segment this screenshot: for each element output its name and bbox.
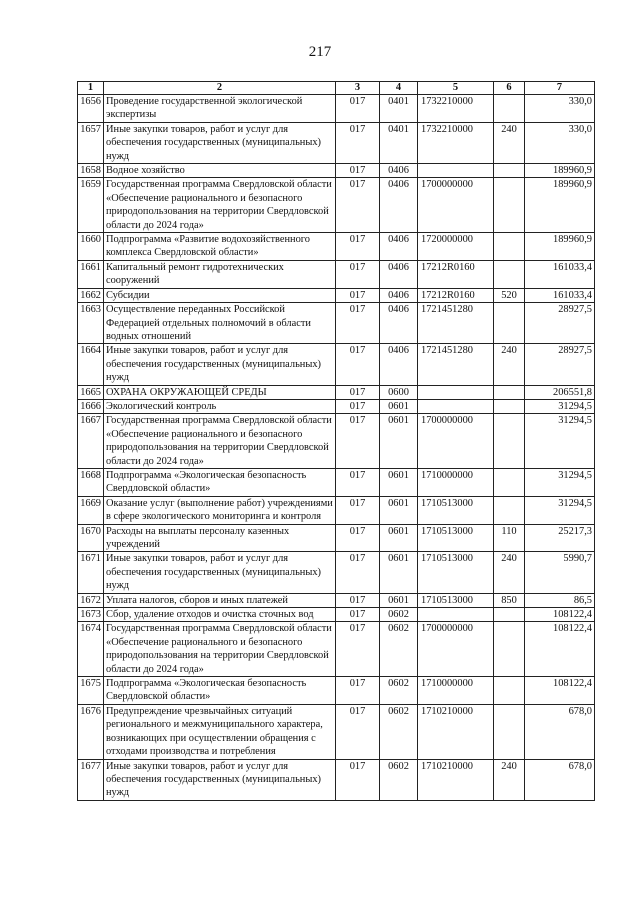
row-name: Государственная программа Свердловской области «Обеспечение рационального и безопасного природопользования на территории Свердловской области до 2024 года» <box>104 622 336 677</box>
row-amount: 108122,4 <box>525 608 595 622</box>
row-amount: 161033,4 <box>525 288 595 302</box>
row-ministry-code: 017 <box>336 524 380 552</box>
table-row <box>78 622 595 677</box>
row-amount: 31294,5 <box>525 414 595 469</box>
row-number: 1662 <box>78 288 104 302</box>
row-target-code: 1700000000 <box>418 178 494 233</box>
table-row <box>78 704 595 759</box>
column-header-4: 4 <box>380 82 418 95</box>
row-section-code: 0406 <box>380 344 418 385</box>
row-target-code <box>418 385 494 399</box>
row-expense-type <box>494 95 525 123</box>
row-expense-type <box>494 233 525 261</box>
row-number: 1659 <box>78 178 104 233</box>
row-number: 1670 <box>78 524 104 552</box>
row-number: 1675 <box>78 677 104 705</box>
row-section-code: 0406 <box>380 164 418 178</box>
row-amount: 31294,5 <box>525 496 595 524</box>
row-target-code: 17212R0160 <box>418 260 494 288</box>
row-target-code: 1700000000 <box>418 414 494 469</box>
row-section-code: 0406 <box>380 288 418 302</box>
row-name: Подпрограмма «Развитие водохозяйственного комплекса Свердловской области» <box>104 233 336 261</box>
row-expense-type <box>494 496 525 524</box>
row-number: 1672 <box>78 593 104 607</box>
table-row <box>78 178 595 233</box>
column-header-3: 3 <box>336 82 380 95</box>
row-section-code: 0406 <box>380 178 418 233</box>
table-row <box>78 608 595 622</box>
row-name: Подпрограмма «Экологическая безопасность Свердловской области» <box>104 677 336 705</box>
column-header-row <box>78 82 595 95</box>
row-ministry-code: 017 <box>336 677 380 705</box>
table-row <box>78 552 595 593</box>
row-number: 1663 <box>78 303 104 344</box>
row-expense-type <box>494 468 525 496</box>
row-name: Иные закупки товаров, работ и услуг для обеспечения государственных (муниципальных) нужд <box>104 122 336 163</box>
row-amount: 189960,9 <box>525 164 595 178</box>
row-section-code: 0602 <box>380 704 418 759</box>
table-row <box>78 399 595 413</box>
row-amount: 189960,9 <box>525 178 595 233</box>
column-header-1: 1 <box>78 82 104 95</box>
row-amount: 678,0 <box>525 759 595 800</box>
row-section-code: 0600 <box>380 385 418 399</box>
row-expense-type <box>494 178 525 233</box>
page-number: 217 <box>308 44 332 60</box>
row-number: 1665 <box>78 385 104 399</box>
row-amount: 108122,4 <box>525 622 595 677</box>
row-amount: 31294,5 <box>525 399 595 413</box>
row-amount: 108122,4 <box>525 677 595 705</box>
row-ministry-code: 017 <box>336 414 380 469</box>
row-target-code: 1721451280 <box>418 303 494 344</box>
row-ministry-code: 017 <box>336 704 380 759</box>
row-amount: 330,0 <box>525 122 595 163</box>
row-number: 1669 <box>78 496 104 524</box>
row-expense-type: 110 <box>494 524 525 552</box>
row-name: Государственная программа Свердловской области «Обеспечение рационального и безопасного природопользования на территории Свердловской области до 2024 года» <box>104 414 336 469</box>
row-ministry-code: 017 <box>336 95 380 123</box>
row-section-code: 0406 <box>380 260 418 288</box>
row-amount: 678,0 <box>525 704 595 759</box>
row-ministry-code: 017 <box>336 178 380 233</box>
row-number: 1676 <box>78 704 104 759</box>
table-row <box>78 344 595 385</box>
row-section-code: 0602 <box>380 677 418 705</box>
row-ministry-code: 017 <box>336 260 380 288</box>
table-row <box>78 414 595 469</box>
row-target-code: 1710000000 <box>418 677 494 705</box>
row-amount: 330,0 <box>525 95 595 123</box>
row-expense-type <box>494 385 525 399</box>
row-number: 1660 <box>78 233 104 261</box>
row-section-code: 0602 <box>380 759 418 800</box>
row-ministry-code: 017 <box>336 759 380 800</box>
row-expense-type: 850 <box>494 593 525 607</box>
row-number: 1667 <box>78 414 104 469</box>
row-name: Предупреждение чрезвычайных ситуаций регионального и межмуниципального характера, возникающих при осуществлении обращения с отходами производства и потребления <box>104 704 336 759</box>
row-expense-type: 240 <box>494 552 525 593</box>
table-row <box>78 385 595 399</box>
row-number: 1671 <box>78 552 104 593</box>
row-ministry-code: 017 <box>336 496 380 524</box>
row-ministry-code: 017 <box>336 344 380 385</box>
row-ministry-code: 017 <box>336 593 380 607</box>
row-target-code: 1710513000 <box>418 524 494 552</box>
row-number: 1666 <box>78 399 104 413</box>
table-row <box>78 122 595 163</box>
table-row <box>78 164 595 178</box>
row-section-code: 0406 <box>380 303 418 344</box>
column-header-6: 6 <box>494 82 525 95</box>
table-row <box>78 677 595 705</box>
row-target-code <box>418 164 494 178</box>
row-name: ОХРАНА ОКРУЖАЮЩЕЙ СРЕДЫ <box>104 385 336 399</box>
row-section-code: 0601 <box>380 524 418 552</box>
row-name: Капитальный ремонт гидротехнических сооружений <box>104 260 336 288</box>
row-number: 1661 <box>78 260 104 288</box>
row-target-code: 1732210000 <box>418 95 494 123</box>
row-ministry-code: 017 <box>336 164 380 178</box>
row-name: Иные закупки товаров, работ и услуг для обеспечения государственных (муниципальных) нужд <box>104 344 336 385</box>
table-row <box>78 95 595 123</box>
row-expense-type <box>494 414 525 469</box>
row-target-code: 1710210000 <box>418 704 494 759</box>
table-row <box>78 288 595 302</box>
row-expense-type: 520 <box>494 288 525 302</box>
row-expense-type: 240 <box>494 122 525 163</box>
row-expense-type <box>494 260 525 288</box>
row-ministry-code: 017 <box>336 608 380 622</box>
table-row <box>78 759 595 800</box>
row-ministry-code: 017 <box>336 288 380 302</box>
row-section-code: 0601 <box>380 414 418 469</box>
row-amount: 206551,8 <box>525 385 595 399</box>
table-row <box>78 593 595 607</box>
row-expense-type <box>494 608 525 622</box>
row-target-code: 1710513000 <box>418 552 494 593</box>
row-amount: 86,5 <box>525 593 595 607</box>
table-body <box>78 95 595 801</box>
row-ministry-code: 017 <box>336 468 380 496</box>
row-number: 1668 <box>78 468 104 496</box>
row-target-code <box>418 608 494 622</box>
row-ministry-code: 017 <box>336 552 380 593</box>
row-amount: 25217,3 <box>525 524 595 552</box>
column-header-5: 5 <box>418 82 494 95</box>
row-name: Государственная программа Свердловской области «Обеспечение рационального и безопасного природопользования на территории Свердловской области до 2024 года» <box>104 178 336 233</box>
row-name: Экологический контроль <box>104 399 336 413</box>
row-name: Субсидии <box>104 288 336 302</box>
row-name: Уплата налогов, сборов и иных платежей <box>104 593 336 607</box>
row-target-code <box>418 399 494 413</box>
row-number: 1664 <box>78 344 104 385</box>
row-section-code: 0601 <box>380 468 418 496</box>
row-name: Подпрограмма «Экологическая безопасность Свердловской области» <box>104 468 336 496</box>
row-section-code: 0602 <box>380 622 418 677</box>
row-number: 1658 <box>78 164 104 178</box>
row-section-code: 0401 <box>380 122 418 163</box>
row-ministry-code: 017 <box>336 122 380 163</box>
row-expense-type: 240 <box>494 759 525 800</box>
row-target-code: 17212R0160 <box>418 288 494 302</box>
row-expense-type <box>494 704 525 759</box>
row-expense-type: 240 <box>494 344 525 385</box>
row-ministry-code: 017 <box>336 622 380 677</box>
budget-table <box>77 81 595 801</box>
row-expense-type <box>494 164 525 178</box>
row-expense-type <box>494 622 525 677</box>
row-section-code: 0601 <box>380 496 418 524</box>
table-row <box>78 468 595 496</box>
row-amount: 5990,7 <box>525 552 595 593</box>
row-target-code: 1710000000 <box>418 468 494 496</box>
row-target-code: 1710513000 <box>418 593 494 607</box>
row-name: Расходы на выплаты персоналу казенных учреждений <box>104 524 336 552</box>
row-amount: 28927,5 <box>525 303 595 344</box>
row-target-code: 1710513000 <box>418 496 494 524</box>
row-section-code: 0602 <box>380 608 418 622</box>
row-number: 1656 <box>78 95 104 123</box>
row-target-code: 1732210000 <box>418 122 494 163</box>
row-number: 1657 <box>78 122 104 163</box>
row-ministry-code: 017 <box>336 233 380 261</box>
row-target-code: 1720000000 <box>418 233 494 261</box>
row-section-code: 0601 <box>380 552 418 593</box>
row-ministry-code: 017 <box>336 303 380 344</box>
row-name: Водное хозяйство <box>104 164 336 178</box>
row-section-code: 0601 <box>380 399 418 413</box>
row-name: Проведение государственной экологической экспертизы <box>104 95 336 123</box>
table-row <box>78 524 595 552</box>
row-section-code: 0601 <box>380 593 418 607</box>
row-expense-type <box>494 303 525 344</box>
row-section-code: 0401 <box>380 95 418 123</box>
row-amount: 189960,9 <box>525 233 595 261</box>
row-name: Иные закупки товаров, работ и услуг для обеспечения государственных (муниципальных) нужд <box>104 759 336 800</box>
row-ministry-code: 017 <box>336 385 380 399</box>
row-number: 1677 <box>78 759 104 800</box>
row-number: 1673 <box>78 608 104 622</box>
row-section-code: 0406 <box>380 233 418 261</box>
row-target-code: 1700000000 <box>418 622 494 677</box>
row-name: Сбор, удаление отходов и очистка сточных вод <box>104 608 336 622</box>
row-ministry-code: 017 <box>336 399 380 413</box>
column-header-2: 2 <box>104 82 336 95</box>
table-row <box>78 233 595 261</box>
row-name: Осуществление переданных Российской Федерацией отдельных полномочий в области водных отношений <box>104 303 336 344</box>
row-amount: 28927,5 <box>525 344 595 385</box>
table-row <box>78 260 595 288</box>
row-expense-type <box>494 677 525 705</box>
row-target-code: 1721451280 <box>418 344 494 385</box>
row-amount: 161033,4 <box>525 260 595 288</box>
row-target-code: 1710210000 <box>418 759 494 800</box>
row-expense-type <box>494 399 525 413</box>
row-name: Оказание услуг (выполнение работ) учреждениями в сфере экологического мониторинга и контроля <box>104 496 336 524</box>
table-row <box>78 496 595 524</box>
row-number: 1674 <box>78 622 104 677</box>
row-name: Иные закупки товаров, работ и услуг для обеспечения государственных (муниципальных) нужд <box>104 552 336 593</box>
table-row <box>78 303 595 344</box>
row-amount: 31294,5 <box>525 468 595 496</box>
column-header-7: 7 <box>525 82 595 95</box>
